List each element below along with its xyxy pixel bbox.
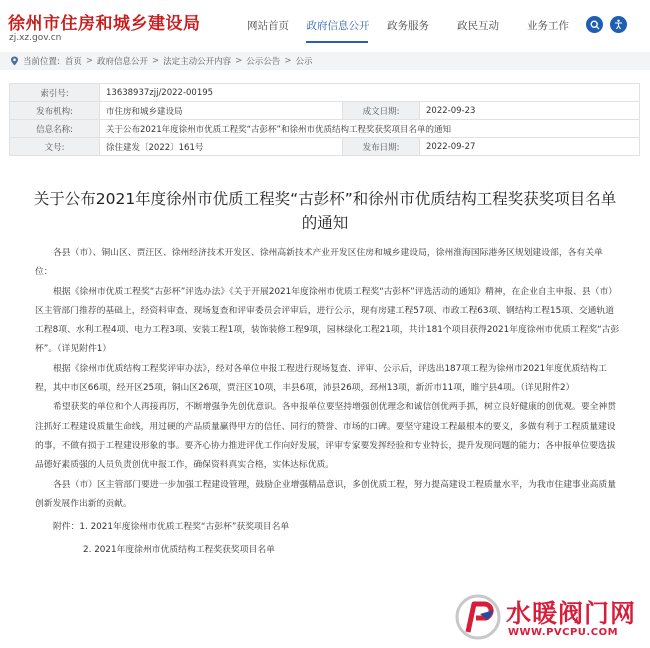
accessibility-icon[interactable] — [610, 16, 627, 33]
breadcrumb-separator: > — [284, 56, 292, 66]
nav-services[interactable]: 政务服务 — [387, 20, 429, 32]
table-row — [10, 102, 640, 120]
addressee-paragraph: 各县（市）、铜山区、贾汪区、徐州经济技术开发区、徐州高新技术产业开发区住房和城乡建设局，徐州淮海国际港务区规划建设部，各有关单位： — [35, 248, 603, 278]
body-paragraph-2: 根据《徐州市优质结构工程奖评审办法》，经对各单位申报工程进行现场复查、评审、公示后，评选出187项工程为徐州市2021年度优质结构工程，其中市区66项，经开区25项，铜山区26项，贾汪区10项，丰县6项，沛县26项，邳州13项，新沂市11项，睢宁县4项。（详见附件2） — [35, 363, 607, 394]
site-header — [0, 0, 650, 50]
site-title[interactable]: 徐州市住房和城乡建设局 — [8, 14, 201, 34]
site-watermark — [454, 592, 644, 642]
body-paragraph-4: 各县（市）区主管部门要进一步加强工程建设管理，鼓励企业增强精品意识，多创优质工程，努力提高建设工程质量水平，为我市住建事业高质量创新发展作出新的贡献。 — [35, 479, 617, 509]
main-nav — [233, 18, 583, 33]
breadcrumb-separator: > — [235, 56, 243, 66]
location-pin-icon — [10, 56, 19, 66]
breadcrumb-statutory[interactable]: 法定主动公开内容 — [163, 57, 232, 67]
breadcrumb-gov-info[interactable]: 政府信息公开 — [97, 57, 149, 67]
info-name-label: 信息名称: — [10, 120, 100, 138]
nav-home[interactable]: 网站首页 — [247, 20, 289, 32]
article-title-line2: 的通知 — [301, 214, 349, 232]
doc-number-value: 徐住建发〔2022〕161号 — [100, 138, 343, 156]
issuer-label: 发布机构: — [10, 102, 100, 120]
table-row — [10, 138, 640, 156]
attachment-link-1[interactable]: 附件：1. 2021年度徐州市优质工程奖“古彭杯”获奖项目名单 — [53, 522, 290, 533]
breadcrumb-separator: > — [85, 56, 94, 66]
search-icon[interactable] — [586, 16, 603, 33]
table-row — [10, 120, 640, 138]
article-title-line1: 关于公布2021年度徐州市优质工程奖“古彭杯”和徐州市优质结构工程奖获奖项目名单 — [33, 190, 617, 208]
breadcrumb-separator: > — [152, 56, 160, 66]
site-url: zj.xz.gov.cn — [9, 33, 62, 43]
nav-work[interactable]: 业务工作 — [527, 20, 569, 32]
document-info-table — [9, 83, 640, 156]
publish-date-value: 2022-09-27 — [420, 138, 640, 156]
nav-gov-info[interactable]: 政府信息公开 — [306, 20, 370, 32]
date-created-value: 2022-09-23 — [420, 102, 640, 120]
info-name-value: 关于公布2021年度徐州市优质工程奖“古彭杯”和徐州市优质结构工程奖获奖项目名单的通知 — [100, 120, 640, 138]
breadcrumb-prefix: 当前位置: — [23, 57, 60, 67]
header-icons — [586, 16, 627, 33]
article-body — [35, 244, 620, 561]
index-value: 13638937zjj/2022-00195 — [100, 84, 640, 102]
breadcrumb — [0, 52, 650, 70]
breadcrumb-home[interactable]: 首页 — [64, 57, 82, 67]
publish-date-label: 发布日期: — [343, 138, 420, 156]
body-paragraph-1: 根据《徐州市优质工程奖“古彭杯”评选办法》《关于开展2021年度徐州市优质工程奖“古彭杯”评选活动的通知》精神，在企业自主申报、县（市）区主管部门推荐的基础上，经资料审查、现场复查和评审委员会评审后，进行公示，现有房建工程57项、市政工程63项、钢结构工程15项、交通轨道工程8项、水利工程4项、电力工程3项、安装工程1项，装饰装修工程9项，园林绿化工程21项，共计181个项目获得2021年度徐州市优质工程奖“古彭杯”。（详见附件1） — [35, 286, 620, 355]
watermark-text: 水暖阀门网 — [506, 599, 637, 628]
table-row — [10, 84, 640, 102]
attachment-link-2[interactable]: 2. 2021年度徐州市优质结构工程奖获奖项目名单 — [83, 545, 275, 556]
doc-number-label: 文号: — [10, 138, 100, 156]
issuer-value: 市住房和城乡建设局 — [100, 102, 343, 120]
index-label: 索引号: — [10, 84, 100, 102]
article-title — [0, 187, 650, 235]
date-created-label: 成文日期: — [343, 102, 420, 120]
watermark-logo-icon — [454, 592, 504, 642]
breadcrumb-announcements[interactable]: 公示公告 — [246, 57, 281, 67]
active-nav-indicator — [306, 41, 368, 43]
watermark-url: WWW.PVCPU.COM — [508, 627, 619, 638]
breadcrumb-notice[interactable]: 公示 — [295, 57, 313, 67]
body-paragraph-3: 希望获奖的单位和个人再接再厉，不断增强争先创优意识。各申报单位要坚持增强创优理念和诚信创优两手抓，树立良好健康的创优观。要全神贯注抓好工程建设质量生命线，用过硬的产品质量赢得甲方的信任、同行的赞誉、市场的口碑。要坚守建设工程最根本的要义，多做有利于工程质量建设的事，不做有损于工程建设形象的事。要齐心协力推进评优工作向好发展，评审专家要发挥经验和专业特长，提升发现问题的能力；各申报单位要选拔品德好素质强的人员负责创优申报工作，确保资料真实合格，实体达标优质。 — [35, 402, 617, 471]
nav-interaction[interactable]: 政民互动 — [457, 20, 499, 32]
